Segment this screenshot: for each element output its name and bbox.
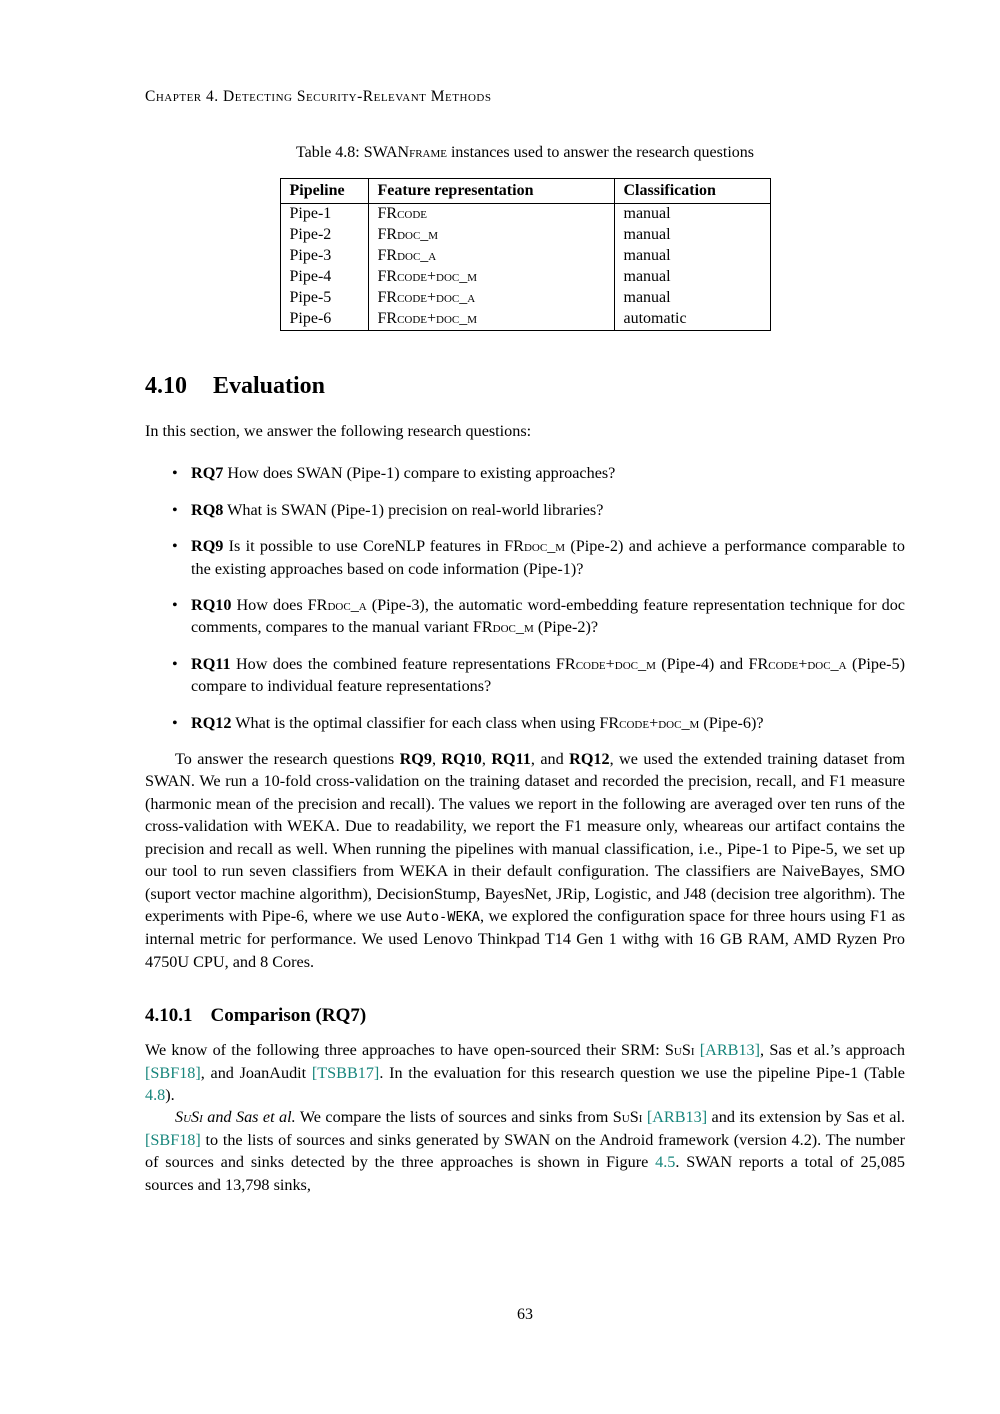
text-segment: , Sas et al.’s approach (760, 1041, 906, 1060)
text-segment: SuSi (664, 1041, 695, 1060)
text-segment: We compare the lists of sources and sinks from (295, 1108, 613, 1127)
cell-classification: automatic (614, 309, 770, 331)
text-segment: RQ9 (399, 750, 432, 769)
text-segment: code+doc_m (575, 654, 656, 673)
text-segment: What is the optimal classifier for each class when using FR (231, 713, 620, 732)
cell-pipeline: Pipe-2 (280, 225, 368, 246)
text-segment: . SWAN reports a total of 25,085 sources and 13,798 sinks, (145, 1153, 905, 1194)
text-segment: , (481, 750, 492, 769)
cell-feature (368, 246, 614, 267)
pipelines-table (280, 178, 771, 331)
cell-classification: manual (614, 204, 770, 226)
cell-feature (368, 309, 614, 331)
text-segment: RQ11 (491, 750, 531, 769)
table-header-feature: Feature representation (368, 179, 614, 204)
text-segment: RQ7 (191, 464, 224, 483)
research-question-rq12 (191, 712, 905, 734)
text-segment: , we explored the configuration space for three hours using F1 as internal metric for performance. We used Lenovo Thinkpad T14 Gen 1 withg with 16 GB RAM, AMD Ryzen Pro 4750U CPU, and 8 Cores. (145, 906, 905, 971)
text-segment: RQ10 (191, 596, 232, 615)
cell-feature (368, 288, 614, 309)
text-segment: , we used the extended training dataset from SWAN. We run a 10-fold cross-validation on the training dataset and recorded the precision, recall, and F1 measure (harmonic mean of the precision and recall). The values we report in the following are averaged over ten runs of the cross-validation with WEKA. Due to readability, we report the F1 measure only, wheareas our artifact contains the precision and recall as well. When running the pipelines with manual classification, i.e., Pipe-1 to Pipe-5, we set up our tool to run seven classifiers from WEKA in their default configuration. The classifiers are NaiveBayes, SMO (suport vector machine algorithm), DecisionStump, BayesNet, JRip, Logistic, and J48 (decision tree algorithm). The experiments with Pipe-6, where we use (145, 750, 905, 925)
text-segment: How does the combined feature representations FR (230, 654, 576, 673)
text-segment: FR (377, 226, 398, 243)
page-number: 63 (517, 1306, 533, 1323)
paragraph-susi-comparison (145, 1106, 905, 1196)
ref-link[interactable]: [SBF18] (145, 1063, 201, 1082)
text-segment: (Pipe-2)? (533, 618, 599, 637)
text-segment: code+doc_m (397, 310, 478, 327)
paragraph-evaluation-intro: In this section, we answer the following research questions: (145, 422, 532, 440)
text-segment: code+doc_m (397, 268, 478, 285)
text-segment: doc_m (523, 537, 566, 556)
table-caption (145, 144, 905, 162)
text-segment: doc_m (397, 226, 439, 243)
text-segment: RQ9 (191, 537, 224, 556)
text-segment: , and JoanAudit (200, 1063, 312, 1082)
table-row (280, 204, 770, 226)
cell-pipeline: Pipe-5 (280, 288, 368, 309)
text-segment: How does SWAN (Pipe-1) compare to existing approaches? (223, 464, 616, 483)
text-segment: instances used to answer the research questions (446, 144, 754, 161)
table-header-row (280, 179, 770, 204)
text-segment: (Pipe-2) and achieve a performance comparable to the existing approaches based on code information (Pipe-1)? (191, 537, 906, 578)
text-segment: SuSi (175, 1108, 203, 1127)
text-segment: code+doc_m (619, 713, 700, 732)
text-segment: RQ12 (569, 750, 610, 769)
text-segment: RQ8 (191, 500, 224, 519)
text-segment: FR (377, 247, 398, 264)
cell-pipeline: Pipe-3 (280, 246, 368, 267)
cell-feature (368, 225, 614, 246)
text-segment: doc_m (492, 618, 534, 637)
text-segment: (Pipe-4) and FR (655, 654, 769, 673)
table-row (280, 309, 770, 331)
section-heading-evaluation (145, 373, 905, 400)
cell-pipeline: Pipe-6 (280, 309, 368, 331)
running-header: Chapter 4. Detecting Security-Relevant Methods (145, 88, 492, 105)
ref-link[interactable]: [TSBB17] (311, 1063, 380, 1082)
ref-link[interactable]: [SBF18] (145, 1130, 201, 1149)
paragraph-comparison-intro (145, 1039, 905, 1106)
text-segment: code+doc_a (768, 654, 847, 673)
text-segment: frame (409, 144, 447, 161)
text-segment: code+doc_a (397, 289, 476, 306)
cell-classification: manual (614, 246, 770, 267)
text-segment: Is it possible to use CoreNLP features in FR (223, 537, 524, 556)
ref-link[interactable]: 4.5 (655, 1153, 676, 1172)
text-segment: FR (377, 205, 398, 222)
text-segment: (Pipe-6)? (699, 713, 764, 732)
text-segment: RQ10 (441, 750, 482, 769)
table-row (280, 225, 770, 246)
research-question-rq11 (191, 653, 905, 698)
text-segment: and its extension by Sas et al. (707, 1108, 906, 1127)
text-segment: To answer the research questions (175, 750, 400, 769)
cell-classification: manual (614, 225, 770, 246)
text-segment: . In the evaluation for this research question we use the pipeline Pipe-1 (Table (379, 1063, 905, 1082)
ref-link[interactable]: [ARB13] (646, 1108, 708, 1127)
subsection-title: Comparison (RQ7) (210, 1005, 367, 1027)
text-segment: What is SWAN (Pipe-1) precision on real-world libraries? (223, 500, 604, 519)
text-segment: (Pipe-5) compare to individual feature representations? (191, 654, 906, 696)
cell-pipeline: Pipe-1 (280, 204, 368, 226)
text-segment: Auto-WEKA (406, 908, 480, 925)
text-segment: How does FR (231, 596, 328, 615)
text-segment: code (397, 205, 428, 222)
table-row (280, 267, 770, 288)
ref-link[interactable]: 4.8 (145, 1085, 166, 1104)
text-segment: to the lists of sources and sinks generated by SWAN on the Android framework (version 4.2). The number of sources and sinks detected by the three approaches is shown in Figure (145, 1130, 905, 1172)
text-segment: We know of the following three approaches to have open-sourced their SRM: (145, 1041, 665, 1060)
subsection-heading-comparison (145, 1005, 905, 1027)
section-title: Evaluation (213, 373, 326, 399)
cell-classification: manual (614, 288, 770, 309)
paragraph-methodology (145, 748, 905, 973)
text-segment: doc_a (397, 247, 437, 264)
research-question-rq10 (191, 594, 905, 639)
text-segment: RQ12 (191, 713, 232, 732)
text-segment: and Sas et al. (202, 1108, 296, 1127)
text-segment: SuSi (612, 1108, 643, 1127)
text-segment: FR (377, 268, 398, 285)
text-segment: (Pipe-3), the automatic word-embedding feature representation technique for doc comments, compares to the manual variant FR (191, 596, 905, 637)
subsection-number: 4.10.1 (145, 1005, 193, 1027)
text-segment: , (431, 750, 442, 769)
table-header-classification: Classification (614, 179, 770, 204)
research-questions-list (145, 462, 905, 734)
research-question-rq7 (191, 462, 905, 484)
cell-feature (368, 204, 614, 226)
table-header-pipeline: Pipeline (280, 179, 368, 204)
ref-link[interactable]: [ARB13] (699, 1041, 761, 1060)
cell-pipeline: Pipe-4 (280, 267, 368, 288)
text-segment: , and (530, 750, 570, 769)
text-segment: RQ11 (191, 654, 231, 673)
research-question-rq9 (191, 535, 905, 580)
section-number: 4.10 (145, 373, 187, 399)
text-segment: Table 4.8: SWAN (295, 144, 410, 161)
research-question-rq8 (191, 499, 905, 521)
text-segment: ). (165, 1085, 175, 1104)
cell-feature (368, 267, 614, 288)
table-row (280, 246, 770, 267)
cell-classification: manual (614, 267, 770, 288)
text-segment: FR (377, 289, 398, 306)
text-segment: FR (377, 310, 398, 327)
text-segment: doc_a (327, 596, 367, 615)
table-row (280, 288, 770, 309)
